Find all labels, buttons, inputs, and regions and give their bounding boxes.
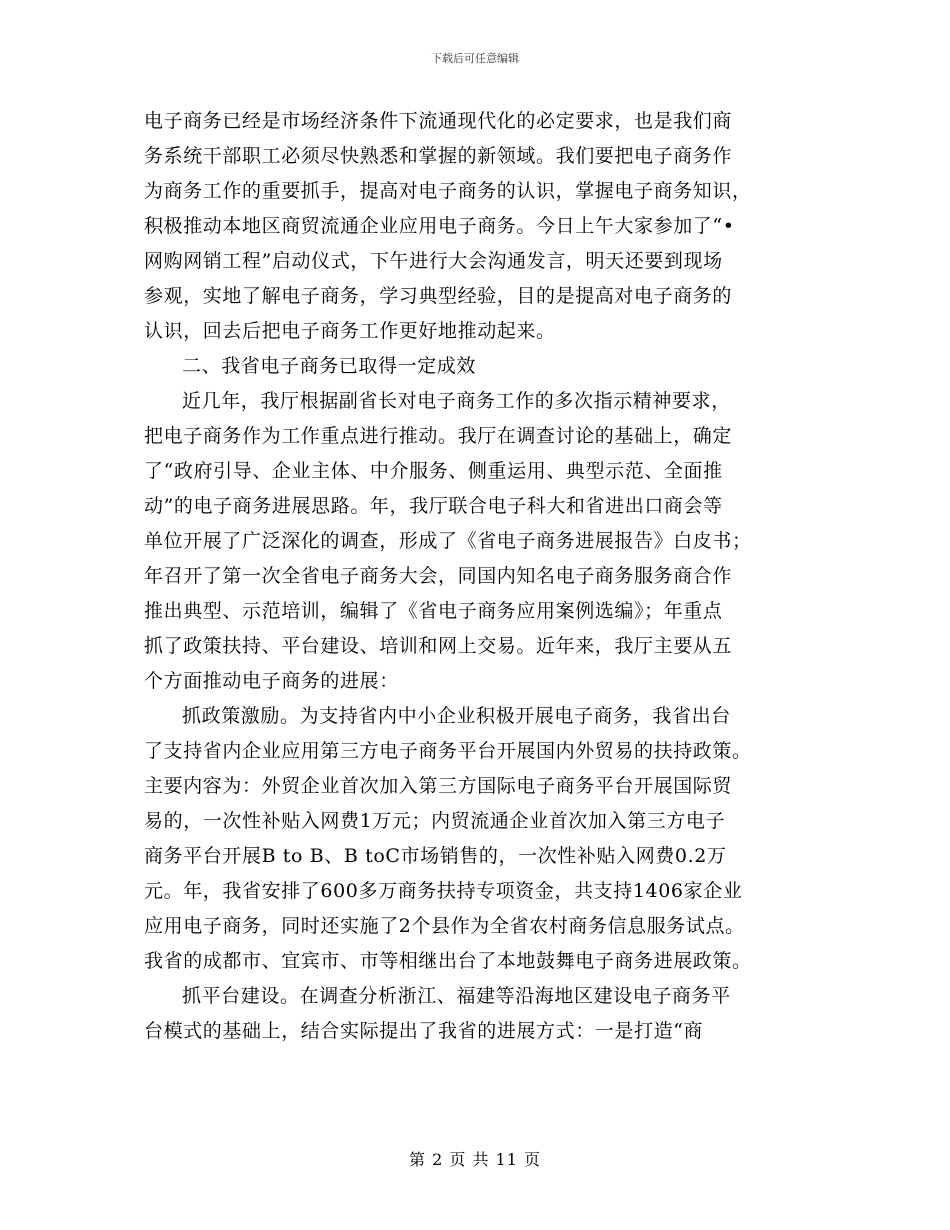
body-text-line: 电子商务已经是市场经济条件下流通现代化的必定要求，也是我们商 [144,110,733,132]
body-text-line: 抓政策激励。为支持省内中小企业积极开展电子商务，我省出台 [182,705,731,727]
page-header-note: 下载后可任意编辑 [431,52,519,65]
body-text-line: 把电子商务作为工作重点进行推动。我厅在调查讨论的基础上，确定 [144,425,733,447]
body-text-line: 网购网销工程”启动仪式，下午进行大会沟通发言，明天还要到现场 [144,250,723,272]
body-text-line: 近几年，我厅根据副省长对电子商务工作的多次指示精神要求， [182,390,731,412]
body-text-line: 二、我省电子商务已取得一定成效 [182,355,477,377]
body-text-line: 了“政府引导、企业主体、中介服务、侧重运用、典型示范、全面推 [144,460,723,482]
body-text-line: 易的，一次性补贴入网费1万元；内贸流通企业首次加入第三方电子 [144,810,726,832]
body-text-line: 个方面推动电子商务的进展： [144,670,399,692]
body-text-line: 务系统干部职工必须尽快熟悉和掌握的新领域。我们要把电子商务作 [144,145,733,167]
body-text-line: 单位开展了广泛深化的调查，形成了《省电子商务进展报告》白皮书； [144,530,752,552]
body-text-line: 抓平台建设。在调查分析浙江、福建等沿海地区建设电子商务平 [182,985,731,1007]
body-text-line: 了支持省内企业应用第三方电子商务平台开展国内外贸易的扶持政策。 [144,740,752,762]
body-text-line: 年召开了第一次全省电子商务大会，同国内知名电子商务服务商合作 [144,565,733,587]
body-text-line: 积极推动本地区商贸流通企业应用电子商务。今日上午大家参加了“• [144,215,735,237]
body-text-line: 元。年，我省安排了600多万商务扶持专项资金，共支持1406家企业 [144,880,743,902]
document-body [144,104,806,1049]
body-text-line: 推出典型、示范培训，编辑了《省电子商务应用案例选编》；年重点 [144,600,723,622]
body-text-line: 主要内容为：外贸企业首次加入第三方国际电子商务平台开展国际贸 [144,775,733,797]
body-text-line: 参观，实地了解电子商务，学习典型经验，目的是提高对电子商务的 [144,285,733,307]
body-text-line: 应用电子商务，同时还实施了2个县作为全省农村商务信息服务试点。 [144,915,745,937]
body-text-line: 抓了政策扶持、平台建设、培训和网上交易。近年来，我厅主要从五 [144,635,733,657]
body-text-line: 认识，回去后把电子商务工作更好地推动起来。 [144,320,556,342]
page-number-footer: 第 2 页 共 11 页 [409,1150,541,1169]
body-text-line: 商务平台开展B to B、B toC市场销售的，一次性补贴入网费0.2万 [144,845,727,867]
body-text-line: 我省的成都市、宜宾市、市等相继出台了本地鼓舞电子商务进展政策。 [144,950,752,972]
body-text-line: 动”的电子商务进展思路。年，我厅联合电子科大和省进出口商会等 [144,495,723,517]
body-text-line: 为商务工作的重要抓手，提高对电子商务的认识，掌握电子商务知识， [144,180,752,202]
body-text-line: 台模式的基础上，结合实际提出了我省的进展方式：一是打造“商 [144,1020,704,1042]
